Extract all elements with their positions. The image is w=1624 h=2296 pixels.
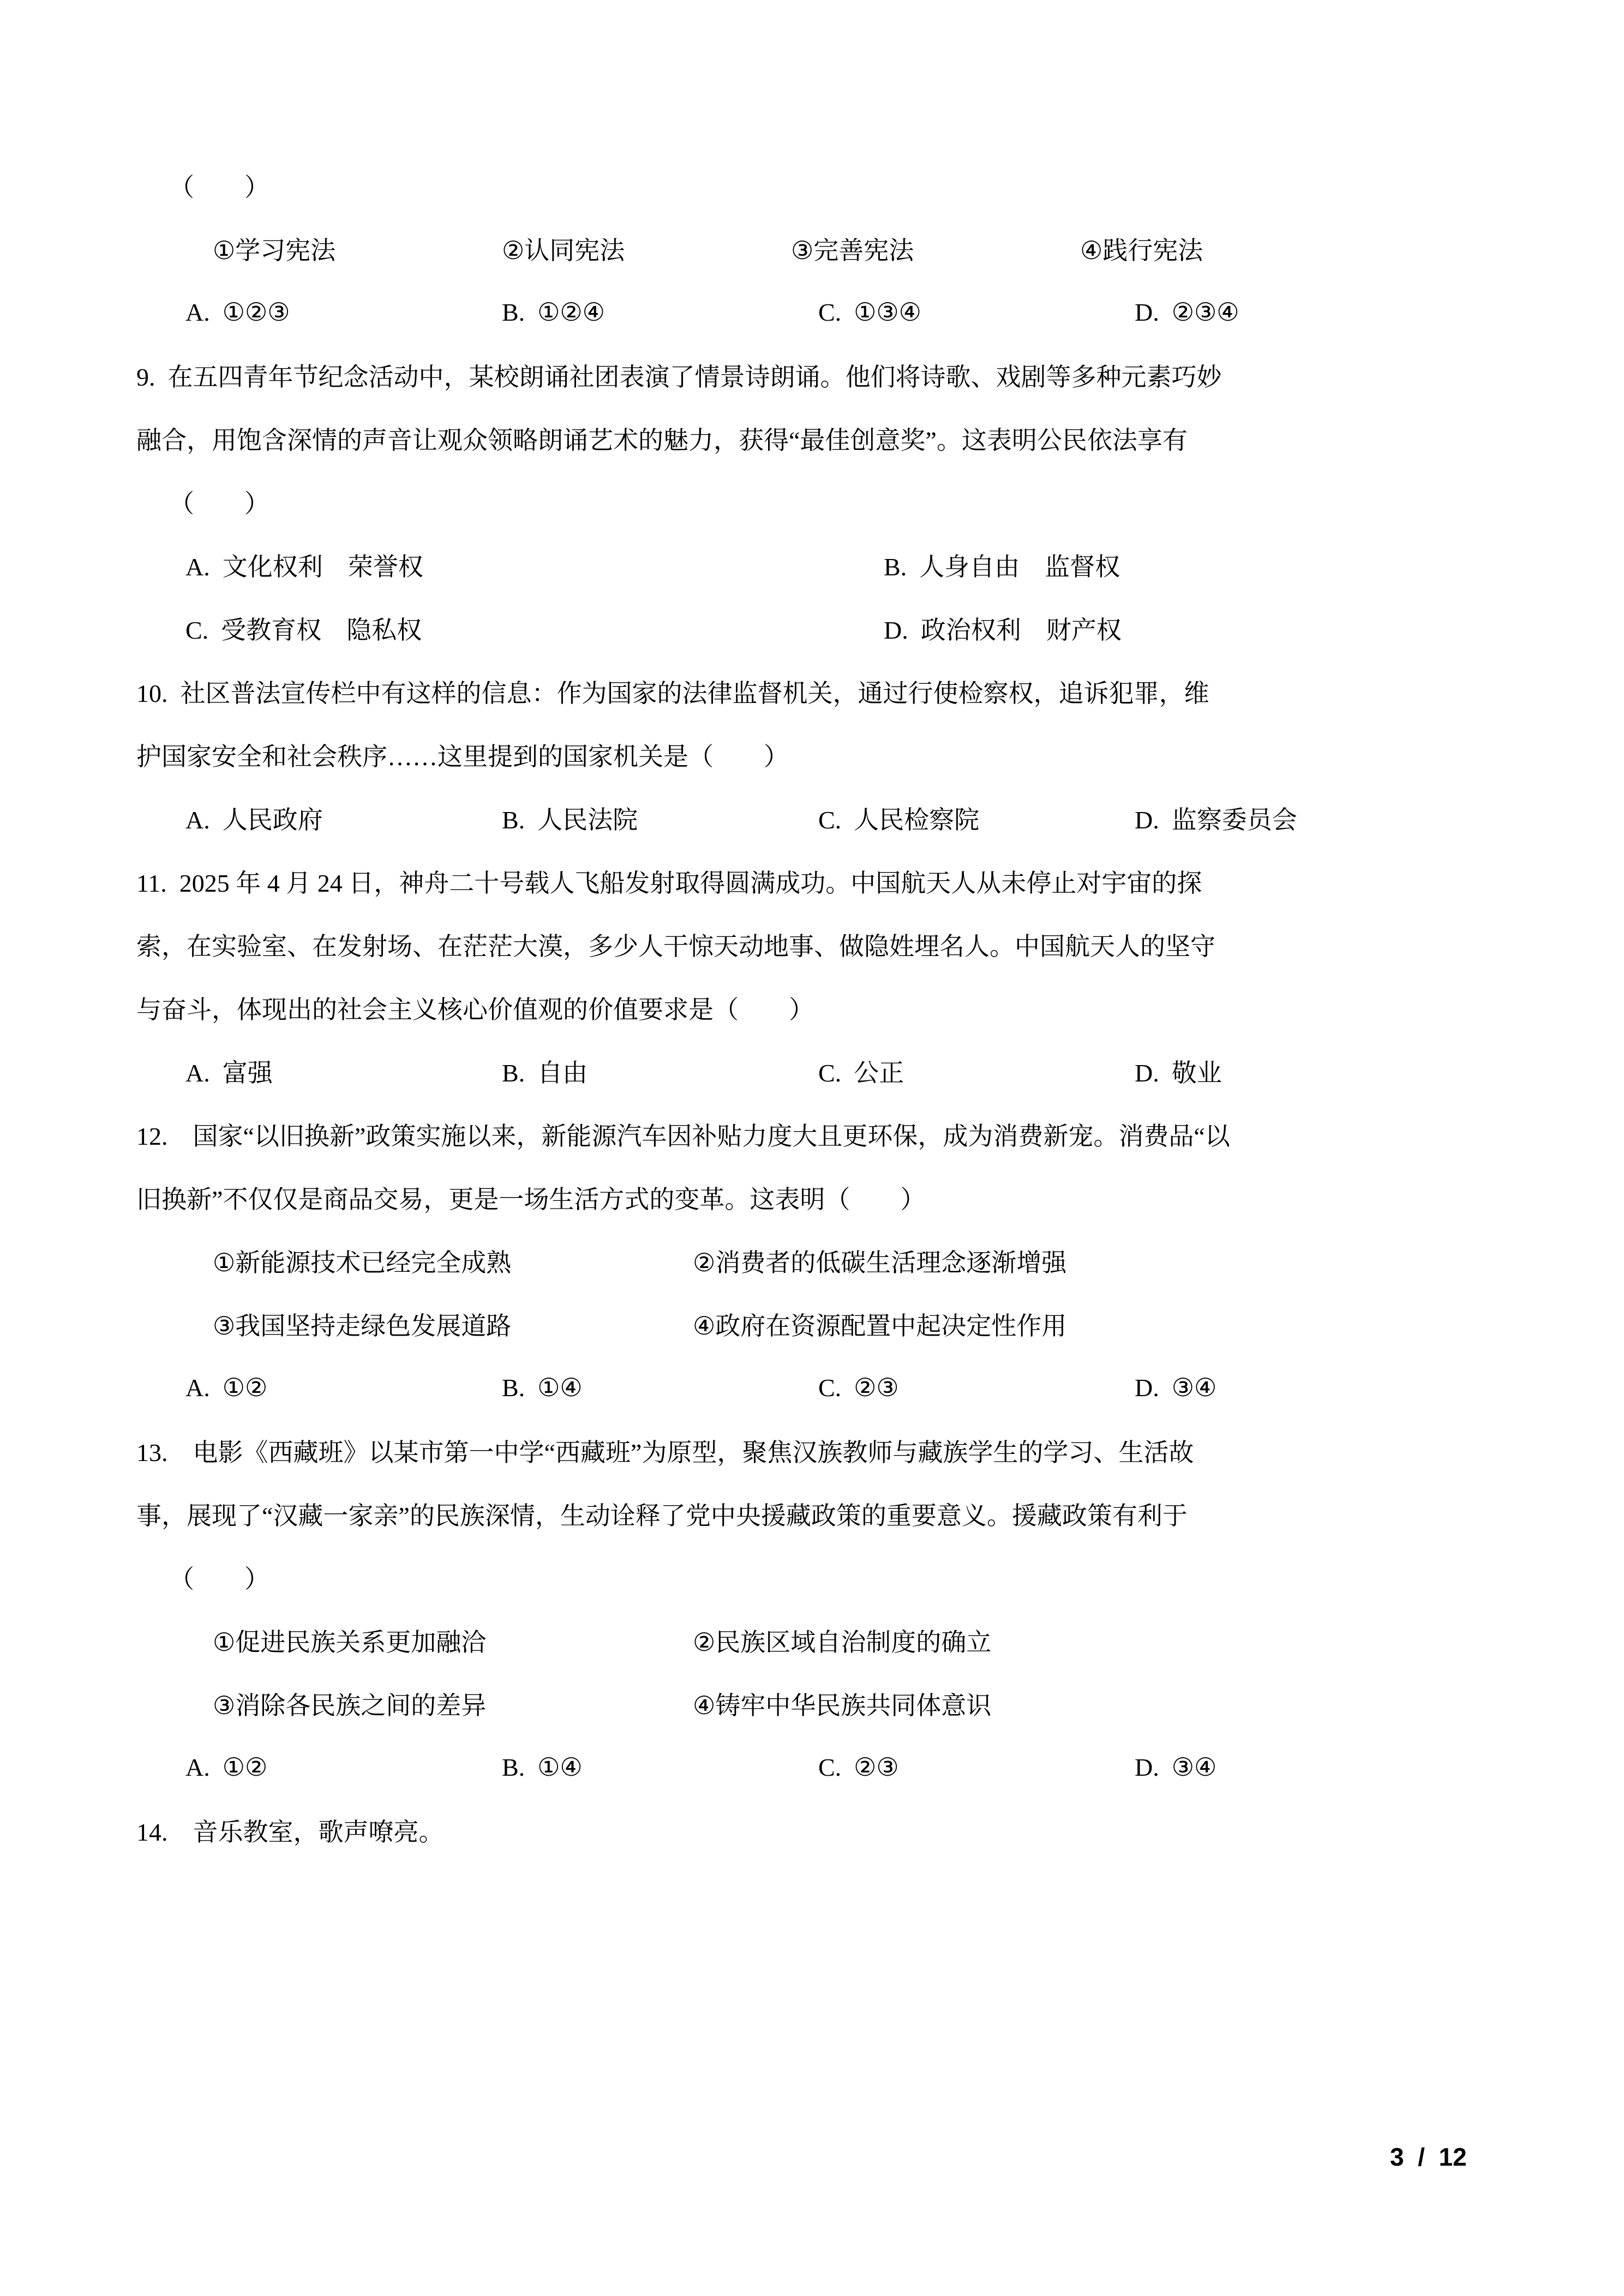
question-13-answer-blank	[136, 1546, 1493, 1609]
question-14-line-1	[136, 1799, 1493, 1862]
question-text: 13. 电影《西藏班》以某市第一中学“西藏班”为原型，聚焦汉族教师与藏族学生的学习、生活故	[136, 1439, 1194, 1466]
question-13-line-1	[136, 1419, 1493, 1482]
choice-b: B. ①④	[502, 1374, 583, 1402]
choice-d: D. ②③④	[1135, 298, 1239, 326]
question-text: 融合，用饱含深情的声音让观众领略朗诵艺术的魅力，获得“最佳创意奖”。这表明公民依法享有	[136, 426, 1188, 454]
question-12-numbered-options-row-2	[136, 1293, 1493, 1356]
numbered-option: ④政府在资源配置中起决定性作用	[693, 1312, 1067, 1340]
question-text: 索，在实验室、在发射场、在茫茫大漠，多少人干惊天动地事、做隐姓埋名人。中国航天人的坚守	[136, 933, 1215, 960]
question-12-numbered-options-row-1	[136, 1229, 1493, 1293]
question-9-line-2	[136, 407, 1493, 470]
question-10-line-1	[136, 660, 1493, 723]
choice-d: D. ③④	[1135, 1753, 1217, 1781]
numbered-option: ②民族区域自治制度的确立	[693, 1628, 992, 1656]
question-12-choices-row	[136, 1356, 1493, 1419]
question-13-line-2	[136, 1482, 1493, 1546]
choice-c: C. 人民检察院	[818, 806, 980, 834]
choice-d: D. ③④	[1135, 1374, 1217, 1402]
choice-a: A. ①②	[185, 1753, 268, 1781]
question-text: 护国家安全和社会秩序……这里提到的国家机关是（ ）	[136, 743, 789, 771]
question-10-line-2	[136, 723, 1493, 786]
choice-b: B. 人身自由 监督权	[884, 553, 1120, 581]
choice-c: C. ①③④	[818, 298, 921, 326]
question-9-choices-row-1	[136, 533, 1493, 597]
choice-a: A. ①②③	[185, 298, 290, 326]
question-10-choices-row	[136, 786, 1493, 850]
answer-blank-parens: （ ）	[169, 490, 269, 518]
question-11-line-1	[136, 850, 1493, 913]
question-9-line-1	[136, 344, 1493, 407]
numbered-option: ③完善宪法	[791, 237, 914, 265]
question-12-line-1	[136, 1103, 1493, 1166]
answer-blank-parens: （ ）	[169, 173, 269, 201]
answer-blank-parens: （ ）	[169, 1565, 269, 1593]
question-11-line-3	[136, 976, 1493, 1039]
numbered-option: ③我国坚持走绿色发展道路	[213, 1312, 512, 1340]
choice-a: A. ①②	[185, 1374, 268, 1402]
question-text: 与奋斗，体现出的社会主义核心价值观的价值要求是（ ）	[136, 996, 814, 1024]
choice-d: D. 政治权利 财产权	[884, 616, 1122, 644]
numbered-option: ④践行宪法	[1080, 237, 1203, 265]
choice-d: D. 监察委员会	[1135, 806, 1297, 834]
carryover-answer-blank	[136, 154, 1493, 217]
numbered-option: ②消费者的低碳生活理念逐渐增强	[693, 1249, 1067, 1277]
question-9-choices-row-2	[136, 597, 1493, 660]
choice-b: B. ①②④	[502, 298, 605, 326]
question-text: 旧换新”不仅仅是商品交易，更是一场生活方式的变革。这表明（ ）	[136, 1186, 926, 1213]
choice-c: C. 公正	[818, 1059, 904, 1087]
choice-b: B. 自由	[502, 1059, 588, 1087]
numbered-option: ①促进民族关系更加融洽	[213, 1628, 487, 1656]
choice-b: B. 人民法院	[502, 806, 638, 834]
question-12-line-2	[136, 1166, 1493, 1229]
choice-c: C. ②③	[818, 1753, 899, 1781]
choice-a: A. 人民政府	[185, 806, 323, 834]
question-text: 10. 社区普法宣传栏中有这样的信息：作为国家的法律监督机关，通过行使检察权，追诉犯罪，维	[136, 680, 1209, 707]
question-11-choices-row	[136, 1039, 1493, 1103]
question-text: 12. 国家“以旧换新”政策实施以来，新能源汽车因补贴力度大且更环保，成为消费新宠。消费品“以	[136, 1122, 1230, 1150]
choice-c: C. ②③	[818, 1374, 899, 1402]
question-9-answer-blank	[136, 470, 1493, 533]
carryover-choices-row	[136, 280, 1493, 344]
numbered-option: ③消除各民族之间的差异	[213, 1692, 487, 1720]
choice-c: C. 受教育权 隐私权	[185, 616, 422, 644]
numbered-option: ②认同宪法	[502, 237, 625, 265]
question-text: 14. 音乐教室，歌声嘹亮。	[136, 1818, 444, 1846]
question-text: 9. 在五四青年节纪念活动中，某校朗诵社团表演了情景诗朗诵。他们将诗歌、戏剧等多种元素巧妙	[136, 363, 1222, 391]
question-11-line-2	[136, 913, 1493, 976]
question-text: 11. 2025 年 4 月 24 日，神舟二十号载人飞船发射取得圆满成功。中国航天人从未停止对宇宙的探	[136, 869, 1202, 897]
question-13-numbered-options-row-2	[136, 1672, 1493, 1735]
choice-a: A. 文化权利 荣誉权	[185, 553, 423, 581]
question-13-choices-row	[136, 1735, 1493, 1799]
numbered-option: ①新能源技术已经完全成熟	[213, 1249, 512, 1277]
choice-d: D. 敬业	[1135, 1059, 1222, 1087]
numbered-option: ④铸牢中华民族共同体意识	[693, 1692, 992, 1720]
question-13-numbered-options-row-1	[136, 1609, 1493, 1672]
numbered-option: ①学习宪法	[213, 237, 336, 265]
page-indicator: 3 / 12	[1390, 2143, 1467, 2171]
question-text: 事，展现了“汉藏一家亲”的民族深情，生动诠释了党中央援藏政策的重要意义。援藏政策有利于	[136, 1502, 1188, 1530]
choice-b: B. ①④	[502, 1753, 583, 1781]
choice-a: A. 富强	[185, 1059, 273, 1087]
carryover-numbered-options-row	[136, 217, 1493, 280]
